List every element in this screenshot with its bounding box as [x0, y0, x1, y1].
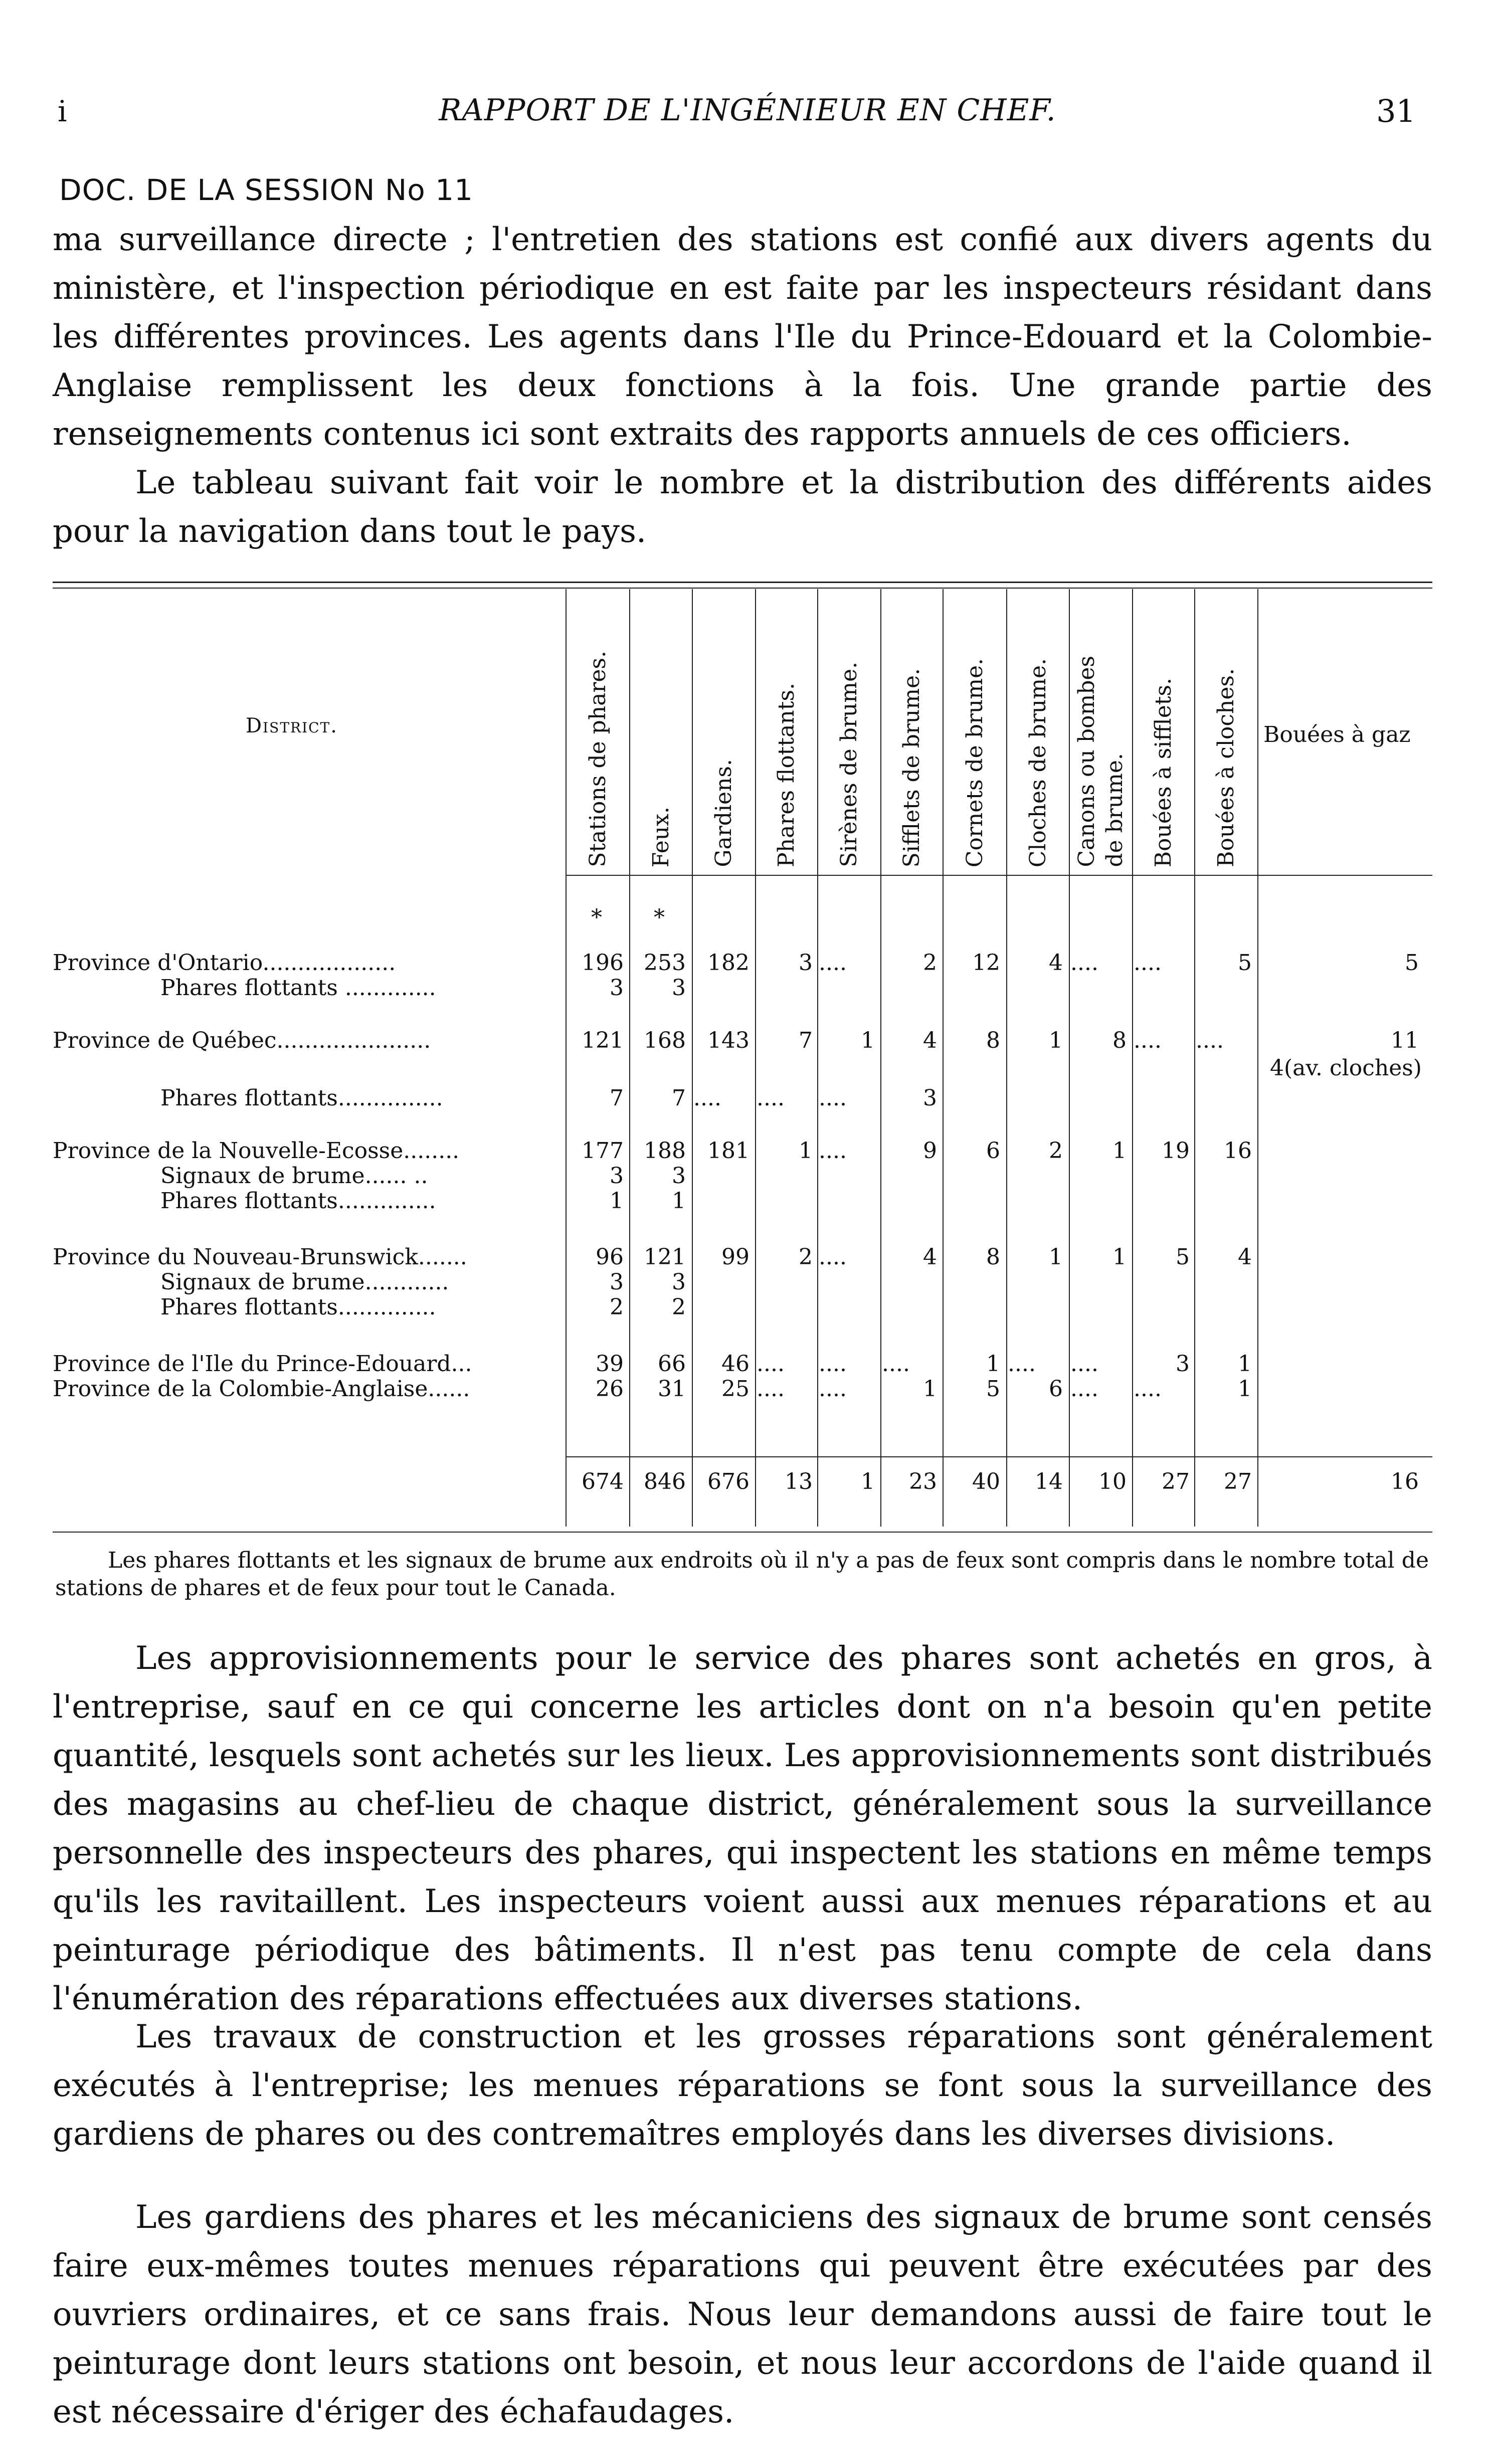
col-rule [1194, 589, 1195, 1527]
intro-paragraph-2 [53, 459, 1432, 556]
row-label-quebec-flottants: Phares flottants............... [160, 1085, 443, 1111]
row-label-quebec: Province de Québec...................... [53, 1028, 431, 1053]
col-header-bouees-cloches: Bouées à cloches. [1213, 668, 1239, 867]
row-label-nb-signaux: Signaux de brume............ [160, 1269, 449, 1295]
page-number: 31 [1376, 93, 1416, 129]
col-header-bouees-sifflets: Bouées à sifflets. [1151, 677, 1176, 867]
row-label-ontario: Province d'Ontario................... [53, 950, 396, 976]
asterisk: * [654, 905, 665, 930]
col-rule [692, 589, 693, 1527]
session-label: DOC. DE LA SESSION No 11 [59, 173, 473, 207]
col-header-cloches: Cloches de brume. [1025, 658, 1051, 867]
body-paragraph-3-text: Les gardiens des phares et les mécaniciens des signaux de brume sont censés faire eux-mêmes toutes menues réparations qui peuvent être exécutées par des ouvriers ordinaires, et ce sans frais. Nous leur demandons aussi de faire tout le peinturage dont leurs stations ont besoin, et nous leur accordons de l'aide quand il est nécessaire d'ériger des échafaudages. [53, 2199, 1432, 2430]
col-header-sifflets: Sifflets de brume. [899, 668, 924, 867]
col-header-gardiens: Gardiens. [711, 759, 736, 867]
col-header-bouees-gaz: Bouées à gaz [1263, 722, 1411, 747]
body-paragraph-2-text: Les travaux de construction et les grosses réparations sont généralement exécutés à l'entreprise; les menues réparations se font sous la surveillance des gardiens de phares ou des contremaîtres employés dans les diverses divisions. [53, 2018, 1432, 2153]
asterisk: * [591, 905, 602, 930]
body-paragraph-2 [53, 2013, 1432, 2159]
col-rule [1006, 589, 1007, 1527]
col-header-sirenes: Sirènes de brume. [836, 662, 862, 867]
body-paragraph-1-text: Les approvisionnements pour le service des phares sont achetés en gros, à l'entreprise, sauf en ce qui concerne les articles dont on n'a besoin qu'en petite quantité, lesquels sont achetés sur les lieux. Les approvisionnements sont distribués des magasins au chef-lieu de chaque district, généralement sous la surveillance personnelle des inspecteurs des phares, qui inspectent les stations en même temps qu'ils les ravitaillent. Les inspecteurs voient aussi aux menues réparations et au peinturage périodique des bâtiments. Il n'est pas tenu compte de cela dans l'énumération des réparations effectuées aux diverses stations. [53, 1640, 1432, 2017]
intro-paragraph-2-text: Le tableau suivant fait voir le nombre et la distribution des différents aides pour la navigation dans tout le pays. [53, 464, 1432, 550]
row-label-nouvelle-ecosse: Province de la Nouvelle-Ecosse........ [53, 1138, 460, 1164]
header-bottom-rule [566, 875, 1432, 876]
col-header-cornets: Cornets de brume. [962, 658, 988, 867]
col-header-stations: Stations de phares. [585, 651, 611, 867]
col-header-phares-flottants: Phares flottants. [774, 683, 799, 867]
col-rule [629, 589, 630, 1527]
col-rule [1132, 589, 1133, 1527]
table-footnote: Les phares flottants et les signaux de brume aux endroits où il n'y a pas de feux sont compris dans le nombre total de stations de phares et de feux pour tout le Canada. [55, 1548, 1429, 1601]
row-label-ne-flottants: Phares flottants.............. [160, 1188, 436, 1214]
col-rule [943, 589, 944, 1527]
col-rule [1069, 589, 1070, 1527]
col-rule [755, 589, 756, 1527]
col-rule [1257, 589, 1258, 1527]
page-mark: i [58, 94, 67, 128]
col-rule [880, 589, 881, 1527]
quebec-gas-note: 4(av. cloches) [1270, 1055, 1422, 1081]
running-title: RAPPORT DE L'INGÉNIEUR EN CHEF. [439, 93, 1056, 128]
body-paragraph-1 [53, 1634, 1432, 2023]
row-label-nouveau-brunswick: Province du Nouveau-Brunswick....... [53, 1244, 467, 1270]
table-bottom-rule [53, 1532, 1432, 1533]
row-label-colombie: Province de la Colombie-Anglaise...... [53, 1376, 470, 1402]
col-header-feux: Feux. [648, 806, 674, 867]
col-rule [817, 589, 818, 1527]
row-label-ipe: Province de l'Ile du Prince-Edouard... [53, 1351, 472, 1377]
col-rule [566, 589, 567, 1527]
row-label-nb-flottants: Phares flottants.............. [160, 1294, 436, 1320]
intro-paragraph-1: ma surveillance directe ; l'entretien des stations est confié aux divers agents du ministère, et l'inspection périodique en est faite par les inspecteurs résidant dans les différentes provinces. Les agents dans l'Ile du Prince-Edouard et la Colombie-Anglaise remplissent les deux fonctions à la fois. Une grande partie des renseignements contenus ici sont extraits des rapports annuels de ces officiers. [53, 221, 1432, 453]
district-header: District. [246, 714, 338, 737]
table-top-rule [53, 582, 1432, 583]
row-label-ne-signaux: Signaux de brume...... .. [160, 1163, 428, 1189]
col-header-canons: Canons ou bombes de brume. [1074, 656, 1128, 867]
body-paragraph-3 [53, 2193, 1432, 2436]
totals-rule [566, 1456, 1432, 1457]
row-label-ontario-flottants: Phares flottants ............. [160, 975, 436, 1001]
